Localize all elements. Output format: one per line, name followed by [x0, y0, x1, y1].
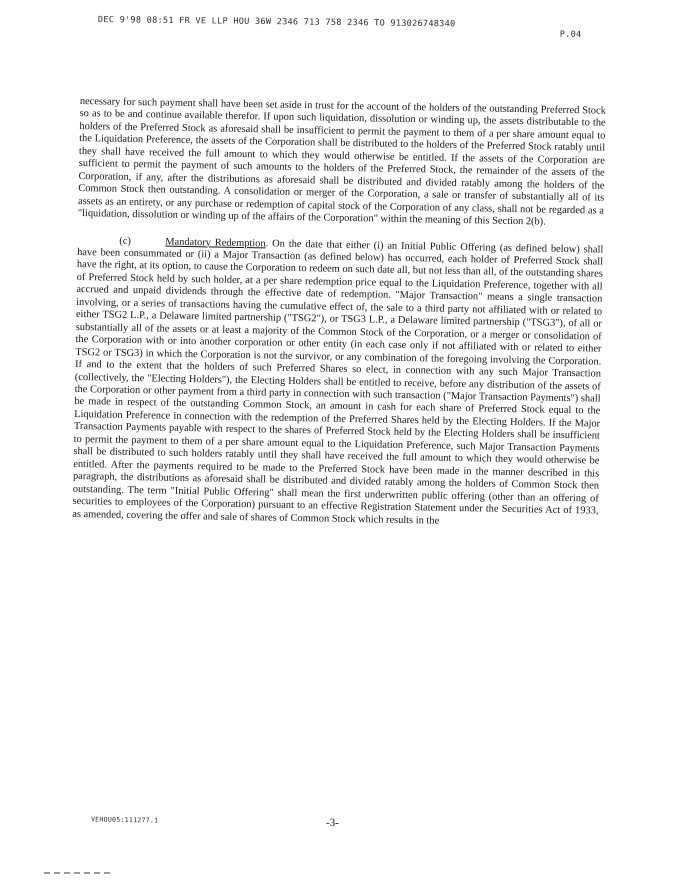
scan-artifact [44, 872, 110, 876]
fax-header [97, 15, 588, 40]
section-label: (c) [119, 235, 131, 247]
section-c-paragraph [72, 235, 603, 531]
fax-page-number: P.04 [559, 29, 582, 40]
section-heading: Mandatory Redemption [165, 236, 266, 249]
section-text: . On the date that either (i) an Initial Public Offering (as defined below) shall have been consummated or (ii) a Major Transaction (as defined below) has occurred, each holder of Preferred Stock shall have the right, at its option, to cause the Corporation to redeem on such date all, but not less than all, of the outstanding shares of Preferred Stock held by such holder, at a per share redemption price equal to the Liquidation Preference, together with all accrued and unpaid dividends through the effective date of redemption. "Major Transaction" means a single transaction involving, or a series of transactions having the cumulative effect of, the sale to a third party not affiliated with or related to either TSG2 L.P., a Delaware limited partnership ("TSG2"), or TSG3 L.P., a Delaware limited partnership ("TSG3"), of all or substantially all of the assets or at least a majority of the Common Stock of the Corporation, or a merger or consolidation of the Corporation with or into another corporation or other entity (in each case only if not affiliated with or related to either TSG2 or TSG3) in which the Corporation is not the survivor, or any combination of the foregoing involving the Corporation. If and to the extent that the holders of such Preferred Shares so elect, in connection with any such Major Transaction (collectively, the "Electing Holders"), the Electing Holders shall be entitled to receive, before any distribution of the assets of the Corporation or other payment from a third party in connection with such transaction ("Major Transaction Payments") shall be made in respect of the outstanding Common Stock, an amount in cash for each share of Preferred Stock equal to the Liquidation Preference in connection with the redemption of the Preferred Shares held by the Electing Holders. If the Major Transaction Payments payable with respect to the shares of Preferred Stock held by the Electing Holders shall be insufficient to permit the payment to them of a per share amount equal to the Liquidation Preference, such Major Transaction Payments shall be distributed to such holders ratably until they shall have received the full amount to which they would otherwise be entitled. After the payments required to be made to the Preferred Stock have been made in the manner described in this paragraph, the distributions as aforesaid shall be distributed and divided ratably among the holders of Common Stock then outstanding. The term "Initial Public Offering" shall mean the first underwritten public offering (other than an offering of securities to employees of the Corporation) pursuant to an effective Registration Statement under the Securities Act of 1933, as amended, covering the offer and sale of shares of Common Stock which results in the [72, 237, 604, 527]
document-body [72, 96, 606, 531]
continuation-paragraph: necessary for such payment shall have been set aside in trust for the account of the holders of the outstanding Preferred Stock so as to be and continue available therefor. If upon such liquidation, dissolution or winding up, the assets distributable to the holders of the Preferred Stock as aforesaid shall be insufficient to permit the payment to them of a per share amount equal to the Liquidation Preference, the assets of the Corporation shall be distributed to the holders of the Preferred Stock ratably until they shall have received the full amount to which they would otherwise be entitled. If the assets of the Corporation are sufficient to permit the payment of such amounts to the holders of the Preferred Stock, the remainder of the assets of the Corporation, if any, after the distributions as aforesaid shall be distributed and divided ratably among the holders of the Common Stock then outstanding. A consolidation or merger of the Corporation, a sale or transfer of substantially all of its assets as an entirety, or any purchase or redemption of capital stock of the Corporation of any class, shall not be regarded as a "liquidation, dissolution or winding up of the affairs of the Corporation" within the meaning of this Section 2(b). [77, 96, 606, 228]
page-number: -3- [325, 816, 339, 830]
fax-transmission-line: DEC 9'98 08:51 FR VE LLP HOU 36W 2346 713 758 2346 TO 913026748340 [97, 15, 456, 30]
document-id: VEHOU05:111277.1 [90, 815, 159, 825]
